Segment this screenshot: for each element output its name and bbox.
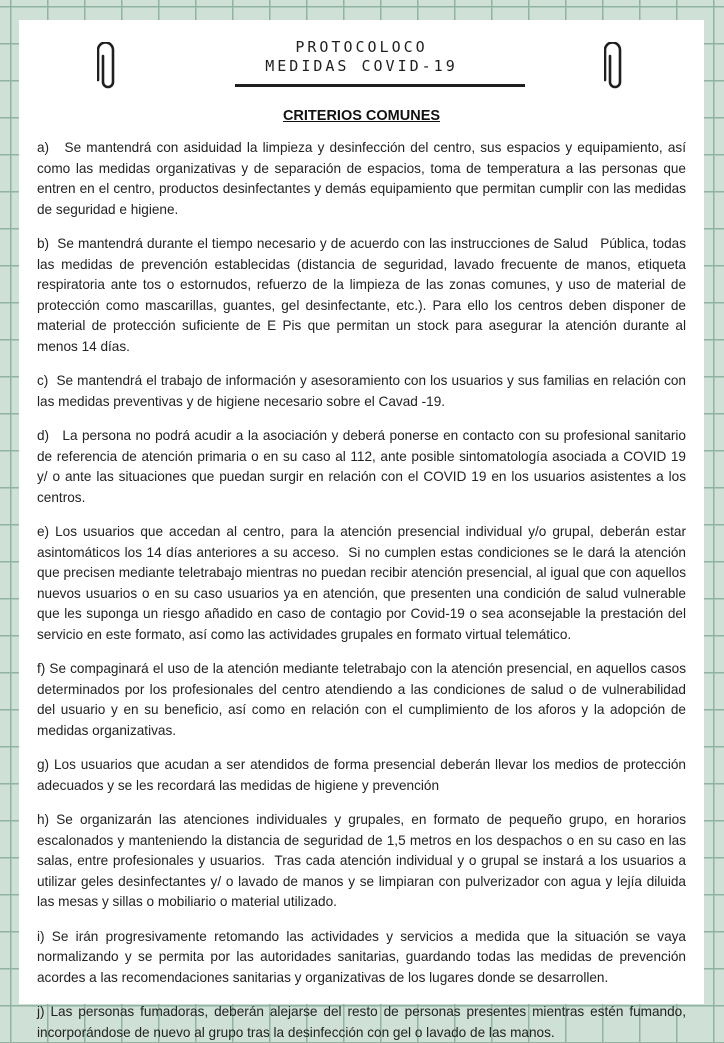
document-title <box>37 38 686 76</box>
paragraph-g: g) Los usuarios que acudan a ser atendidos de forma presencial deberán llevar los medios de protección adecuados y se les recordará las medidas de higiene y prevención <box>37 757 686 793</box>
paragraph-d: d) La persona no podrá acudir a la asociación y deberá ponerse en contacto con su profesional sanitario de referencia de atención primaria o en su caso al 112, ante posible sintomatología asociada a COVID 19 y/ o ante las situaciones que puedan surgir en relación con el COVID 19 en los usuarios asistentes a los centros. <box>37 428 686 505</box>
title-line-2: MEDIDAS COVID-19 <box>265 57 458 75</box>
paragraph-a: a) Se mantendrá con asiduidad la limpieza y desinfección del centro, sus espacios y equipamiento, así como las medidas organizativas y de separación de espacios, toma de temperatura a las personas que entren en el centro, productos desinfectantes y demás equipamiento que permitan cumplir con las medidas de seguridad e higiene. <box>37 140 686 217</box>
paperclip-icon <box>604 42 626 90</box>
paragraph-i: i) Se irán progresivamente retomando las actividades y servicios a medida que la situación se vaya normalizando y se permita por las autoridades sanitarias, guardando todas las medidas de prevención acordes a las recomendaciones sanitarias y organizativas de los lugares donde se desarrollen. <box>37 928 686 985</box>
title-line-1: PROTOCOLOCO <box>295 38 428 56</box>
title-underline <box>235 84 525 87</box>
paragraph-c: c) Se mantendrá el trabajo de información y asesoramiento con los usuarios y sus familias en relación con las medidas preventivas y de higiene necesario sobre el Cavad -19. <box>37 373 686 409</box>
paragraph-f: f) Se compaginará el uso de la atención mediante teletrabajo con la atención presencial, en aquellos casos determinados por los profesionales del centro atendiendo a las condiciones de salud o de vulnerabilidad del usuario y en su beneficio, así como en relación con el cumplimiento de los aforos y la adopción de medidas organizativas. <box>37 661 686 738</box>
paragraph-b: b) Se mantendrá durante el tiempo necesario y de acuerdo con las instrucciones de Salud Pública, todas las medidas de prevención establecidas (distancia de seguridad, lavado frecuente de manos, etiqueta respiratoria ante tos o estornudos, refuerzo de la limpieza de las zonas comunes, y uso de material de protección como mascarillas, guantes, gel desinfectante, etc.). Para ello los centros deben disponer de material de protección suficiente de E Pis que permitan un stock para asegurar la atención durante al menos 14 días. <box>37 236 686 354</box>
paragraph-h: h) Se organizarán las atenciones individuales y grupales, en formato de pequeño grupo, en horarios escalonados y manteniendo la distancia de seguridad de 1,5 metros en los despachos o en su caso en las salas, entre profesionales y usuarios. Tras cada atención individual y o grupal se instará a los usuarios a utilizar geles desinfectantes y/ o lavado de manos y se limpiaran con pulverizador con agua y lejía diluida las mesas y sillas o mobiliario o material utilizado. <box>37 812 686 909</box>
document-page <box>19 20 704 1040</box>
paragraph-j: j) Las personas fumadoras, deberán alejarse del resto de personas presentes mientras estén fumando, incorporándose de nuevo al grupo tras la desinfección con gel o lavado de las manos. <box>37 1004 686 1040</box>
paragraph-e: e) Los usuarios que accedan al centro, para la atención presencial individual y/o grupal, deberán estar asintomáticos los 14 días anteriores a su acceso. Si no cumplen estas condiciones se le dará la atención que precisen mediante teletrabajo mientras no puedan recibir atención presencial, al igual que con aquellos nuevos usuarios o en su caso usuarios ya en atención, que presenten una condición de salud vulnerable que les suponga un riesgo añadido en caso de contagio por Covid-19 o sea aconsejable la prestación del servicio en este formato, así como las actividades grupales en formato virtual telemático. <box>37 524 686 642</box>
section-title: CRITERIOS COMUNES <box>282 108 441 124</box>
page-header <box>37 20 686 108</box>
